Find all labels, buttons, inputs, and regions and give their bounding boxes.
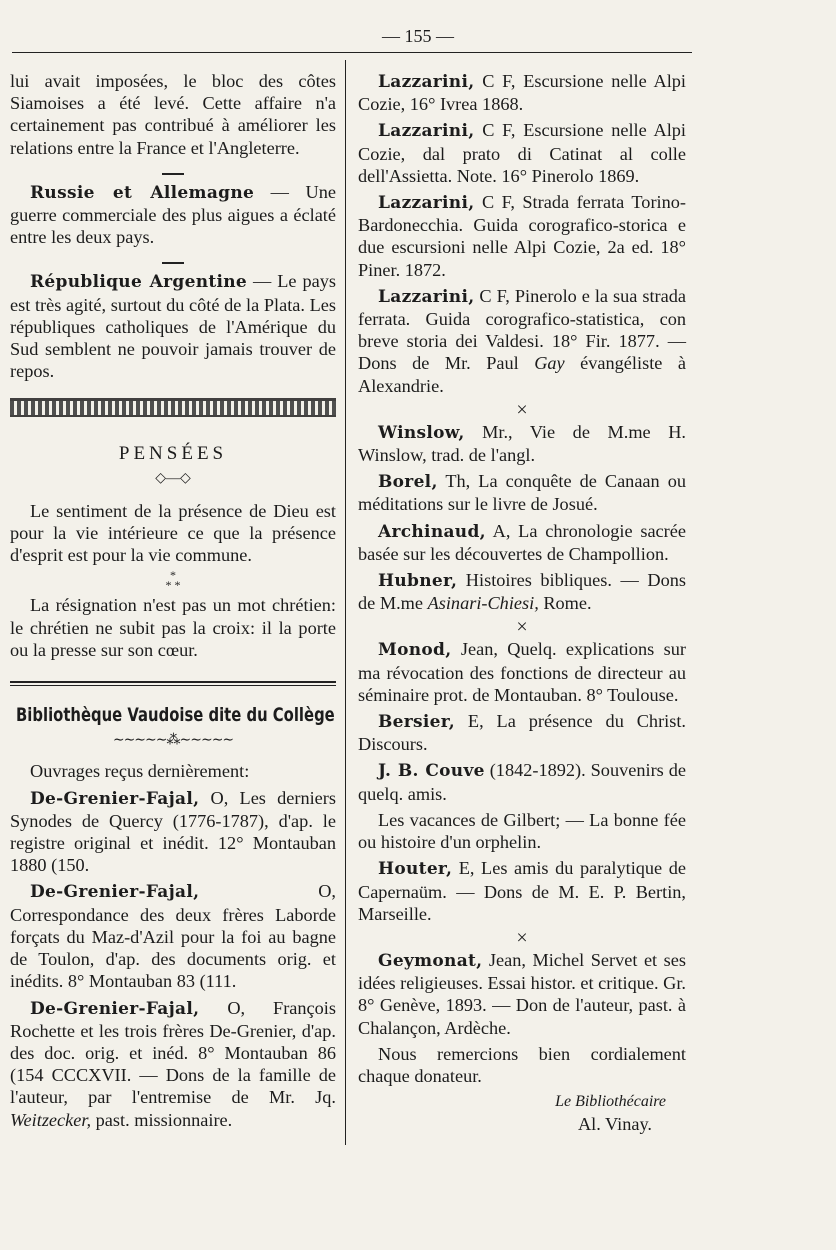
diamond-ornament: ◇—◇ bbox=[155, 470, 191, 486]
entry-text: O, Correspondance des deux frères Laborde forçats du Maz-d'Azil pour la foi au bagne de Toulon, d'ap. des documents orig. et inédits. 8° Montauban 83 (111. bbox=[10, 881, 336, 992]
news-heading: République Argentine bbox=[30, 272, 248, 293]
entry-author: Archinaud, bbox=[378, 521, 486, 542]
entry-item bbox=[358, 421, 686, 466]
news-text: — Le pays est très agité, surtout du côté de la Plata. Les républiques catholiques de l'Amérique du Sud semblent ne pouvoir jamais trouver de repos. bbox=[10, 271, 336, 382]
entry-item bbox=[358, 285, 686, 397]
entry-text: O, Les derniers Synodes de Quercy (1776-1787), d'ap. le registre original et inédit. 12° Montauban 1880 (150. bbox=[10, 787, 336, 876]
entry-item bbox=[358, 857, 686, 925]
entry-author: Lazzarini, bbox=[378, 121, 475, 142]
entry-text: C F, Strada ferrata Torino-Bardonecchia. Guida corografico-storica e due escursioni nelle Alpi Cozie, 2a ed. 18° Piner. 1872. bbox=[358, 192, 686, 280]
column-separator bbox=[345, 60, 346, 1145]
entry-item bbox=[10, 997, 336, 1131]
news-russie bbox=[10, 181, 336, 249]
entry-item bbox=[358, 569, 686, 614]
entry-author: De-Grenier-Fajal, bbox=[30, 882, 200, 903]
entry-text: E, La présence du Christ. Discours. bbox=[358, 711, 686, 755]
entry-italic: Asinari-Chiesi, bbox=[427, 593, 539, 614]
entry-item bbox=[358, 809, 686, 853]
entry-author: Monod, bbox=[378, 640, 452, 661]
entry-item bbox=[358, 470, 686, 515]
entry-item bbox=[358, 191, 686, 281]
entry-text-after: évangéliste à Alexandrie. bbox=[358, 353, 686, 396]
separator-dash bbox=[10, 256, 336, 266]
signature-name: Al. Vinay. bbox=[577, 1114, 652, 1135]
wavy-ornament: ∼∼∼∼∼⁂∼∼∼∼∼ bbox=[112, 733, 234, 749]
header-rule bbox=[12, 52, 692, 53]
entry-item bbox=[358, 119, 686, 187]
page-number: — 155 — bbox=[382, 26, 454, 46]
entry-author: Lazzarini, bbox=[378, 193, 475, 214]
signature-title: Le Bibliothécaire bbox=[555, 1093, 666, 1111]
entry-text: Th, La conquête de Canaan ou méditations sur le livre de Josué. bbox=[358, 471, 686, 515]
entry-author: Borel, bbox=[378, 472, 438, 493]
entry-text-after: Rome. bbox=[538, 593, 592, 614]
entry-item bbox=[358, 520, 686, 565]
biblio-title: Bibliothèque Vaudoise dite du Collège bbox=[16, 704, 335, 727]
entry-text: C F, Escursione nelle Alpi Cozie, 16° Ivrea 1868. bbox=[358, 71, 686, 115]
entry-item bbox=[358, 710, 686, 755]
entry-text: Mr., Vie de M.me H. Winslow, trad. de l'angl. bbox=[358, 421, 686, 466]
pensee-two: La résignation n'est pas un mot chrétien: le chrétien ne subit pas la croix: il la porte ou la presse sur son cœur. bbox=[10, 595, 336, 660]
entry-text: C F, Escursione nelle Alpi Cozie, dal prato di Catinat al colle dell'Assietta. Note. 16° Pinerolo 1869. bbox=[358, 120, 686, 186]
pensees-heading: PENSÉES bbox=[118, 443, 228, 465]
entry-text-after: past. missionnaire. bbox=[91, 1109, 233, 1130]
entry-item bbox=[358, 70, 686, 115]
entry-author: Lazzarini, bbox=[378, 286, 475, 307]
entry-italic: Gay bbox=[534, 353, 565, 374]
received-line: Ouvrages reçus dernièrement: bbox=[30, 761, 250, 782]
cross-separator: × bbox=[516, 616, 528, 639]
entry-item bbox=[358, 949, 686, 1039]
entry-text: O, François Rochette et les trois frères De-Grenier, d'ap. des doc. orig. et inéd. 8° Montauban 86 (154 CCCXVII. — Dons de la famille de l'auteur, par l'entremise de Mr. Jq. bbox=[10, 997, 336, 1108]
entry-author: Geymonat, bbox=[378, 950, 483, 971]
entry-text: (1842-1892). Souvenirs de quelq. amis. bbox=[358, 760, 686, 804]
entry-text: Jean, Quelq. explications sur ma révocation des fonctions de directeur au séminaire prot. de Montauban. 8° Toulouse. bbox=[358, 639, 686, 705]
news-argentine bbox=[10, 270, 336, 382]
closing-thanks: Nous remercions bien cordialement chaque donateur. bbox=[358, 1043, 686, 1086]
news-heading: Russie et Allemagne bbox=[30, 182, 255, 203]
entry-italic: Weitzecker, bbox=[10, 1109, 92, 1130]
entry-text: E, Les amis du paralytique de Capernaüm. — Dons de M. E. P. Bertin, Marseille. bbox=[358, 858, 686, 924]
entry-author: Houter, bbox=[378, 859, 453, 880]
entry-author: De-Grenier-Fajal, bbox=[30, 788, 200, 809]
entry-item bbox=[358, 759, 686, 804]
entry-author: De-Grenier-Fajal, bbox=[30, 998, 200, 1019]
cross-separator: × bbox=[516, 398, 528, 421]
entry-author: Hubner, bbox=[378, 571, 458, 592]
entry-item bbox=[10, 880, 336, 992]
entry-author: Winslow, bbox=[378, 422, 465, 443]
news-text: — Une guerre commerciale des plus aigues a éclaté entre les deux pays. bbox=[10, 181, 336, 248]
asterism: * * * bbox=[165, 568, 181, 593]
right-column bbox=[358, 70, 686, 1136]
entry-author: Bersier, bbox=[378, 712, 456, 733]
entry-author: J. B. Couve bbox=[378, 761, 485, 782]
intro-paragraph: lui avait imposées, le bloc des côtes Siamoises a été levé. Cette affaire n'a certainement pas contribué à améliorer les relations entre la France et l'Angleterre. bbox=[10, 71, 336, 158]
entry-text: A, La chronologie sacrée basée sur les découvertes de Champollion. bbox=[358, 520, 686, 564]
ornament-border bbox=[10, 398, 336, 417]
left-column bbox=[10, 70, 336, 1135]
entry-text: Les vacances de Gilbert; — La bonne fée ou histoire d'un orphelin. bbox=[358, 809, 686, 853]
entry-text: Jean, Michel Servet et ses idées religieuses. Essai histor. et critique. Gr. 8° Genève, 1893. — Don de l'auteur, past. à Chalançon, Ardèche. bbox=[358, 949, 686, 1038]
entry-text: C F, Pinerolo e la sua strada ferrata. Guida corografico-statistica, con breve storia dei Valdesi. 18° Fir. 1877. — Dons de Mr. Paul bbox=[358, 285, 686, 374]
entry-item bbox=[358, 638, 686, 706]
entry-author: Lazzarini, bbox=[378, 72, 475, 92]
entry-text: Histoires bibliques. — Dons de M.me bbox=[358, 570, 686, 614]
double-rule bbox=[10, 681, 336, 686]
pensee-one: Le sentiment de la présence de Dieu est pour la vie intérieure ce que la présence d'esprit est pour la vie commune. bbox=[10, 500, 336, 566]
separator-dash bbox=[10, 167, 336, 177]
entry-item bbox=[10, 787, 336, 877]
cross-separator: × bbox=[516, 926, 528, 949]
